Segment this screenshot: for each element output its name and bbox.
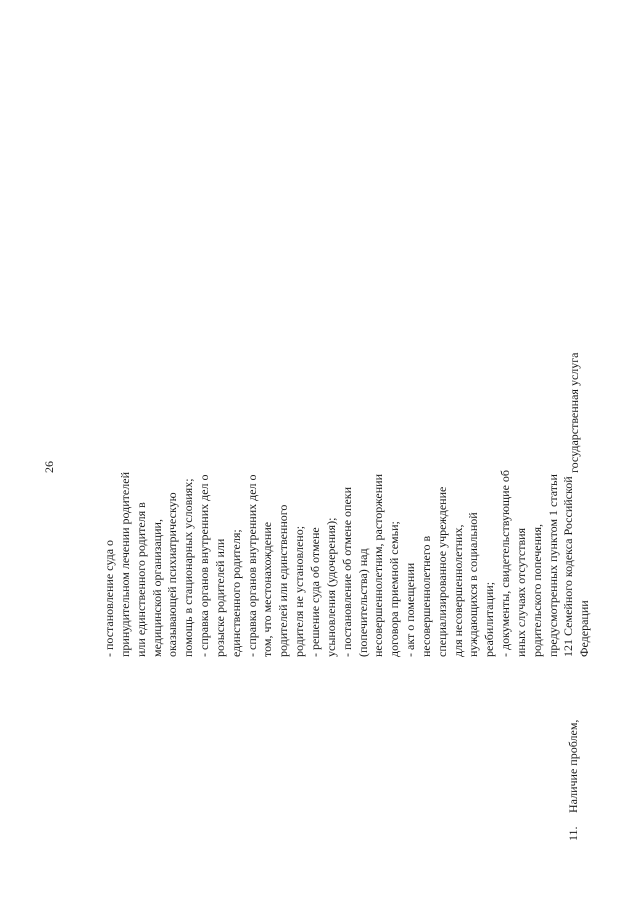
documents-line: принудительном лечении родителей: [117, 472, 132, 657]
documents-line: родителей или единственного: [276, 504, 291, 657]
documents-line: нуждающихся в социальной: [466, 512, 481, 657]
documents-line: специализированное учреждение: [434, 486, 449, 657]
documents-line: иных случаях отсутствия: [513, 527, 528, 657]
documents-line: - справка органов внутренних дел о: [197, 474, 212, 657]
page-number: 26: [42, 461, 56, 473]
service-type-label: государственная услуга: [567, 352, 581, 473]
documents-line: несовершеннолетнего в: [418, 535, 433, 657]
documents-line: или единственного родителя в: [133, 502, 148, 657]
documents-line: том, что местонахождение: [260, 521, 275, 657]
documents-line: родительского попечения,: [529, 524, 544, 657]
documents-line: помощь в стационарных условиях;: [181, 478, 196, 657]
documents-line: несовершеннолетним, расторжении: [371, 473, 386, 657]
documents-line: - акт о помещении: [403, 562, 418, 657]
documents-line: договора приемной семьи;: [387, 521, 402, 657]
documents-line: усыновления (удочерения);: [323, 517, 338, 657]
documents-line: реабилитации;: [482, 581, 497, 657]
documents-line: 121 Семейного кодекса Российской: [561, 476, 576, 657]
documents-line: единственного родителя;: [228, 529, 243, 657]
documents-line: предусмотренных пунктом 1 статьи: [545, 474, 560, 657]
documents-line: - документы, свидетельствующие об: [498, 469, 513, 657]
documents-list: [102, 357, 593, 657]
documents-line: (попечительства) над: [355, 548, 370, 657]
documents-line: Федерации: [577, 600, 592, 657]
documents-line: - постановление суда о: [102, 539, 116, 657]
documents-line: родителя не установлено;: [292, 525, 307, 657]
documents-line: - справка органов внутренних дел о: [244, 474, 259, 657]
documents-line: - постановление об отмене опеки: [339, 486, 354, 657]
documents-line: розыске родителей или: [212, 538, 227, 657]
documents-line: медицинской организации,: [149, 519, 164, 657]
documents-line: оказывающей психиатрическую: [165, 492, 180, 657]
row-label: Наличие проблем,: [566, 719, 580, 813]
documents-line: - решение суда об отмене: [307, 527, 322, 657]
row-number: 11.: [566, 826, 580, 841]
documents-line: для несовершеннолетних,: [450, 524, 465, 657]
